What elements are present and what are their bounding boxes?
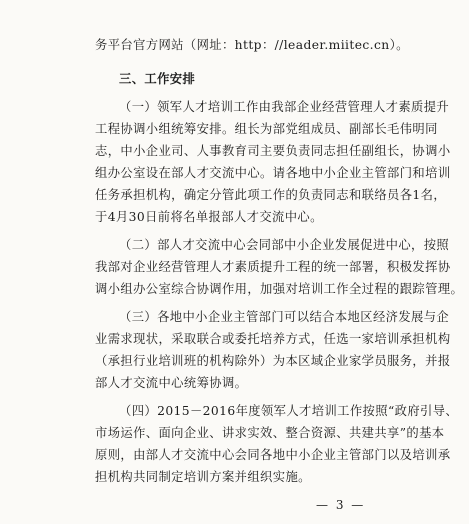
paragraph-1: [95, 96, 451, 228]
paragraph-line: 于4月30日前将名单报部人才交流中心。: [95, 210, 323, 224]
paragraph-2: [95, 234, 464, 300]
paragraph-line: 志，中小企业司、人事教育司主要负责同志担任副组长，协调小: [95, 144, 451, 158]
continuation-line: 务平台官方网站（网址：http：//leader.miitec.cn）。: [95, 38, 409, 52]
paragraph-line: （承担行业培训班的机构除外）为本区域企业家学员服务，并报: [95, 354, 451, 368]
paragraph-line: 业需求现状，采取联合或委托培养方式，任选一家培训承担机构: [95, 332, 451, 346]
paragraph-line: 组办公室设在部人才交流中心。请各地中小企业主管部门和培训: [95, 166, 451, 180]
paragraph-line: 担机构共同制定培训方案并组织实施。: [95, 470, 311, 484]
paragraph-line: 工程协调小组统筹安排。组长为部党组成员、副部长毛伟明同: [95, 122, 438, 136]
paragraph-line: （四）2015－2016年度领军人才培训工作按照“政府引导、: [119, 404, 459, 418]
paragraph-4: [95, 400, 459, 488]
paragraph-3: [95, 306, 451, 394]
page-number: — 3 —: [316, 498, 366, 512]
paragraph-line: 任务承担机构，确定分管此项工作的负责同志和联络员各1名，: [95, 188, 447, 202]
paragraph-line: 市场运作、面向企业、讲求实效、整合资源、共建共享”的基本: [95, 426, 445, 440]
paragraph-line: 我部对企业经营管理人才素质提升工程的统一部署，积极发挥协: [95, 260, 451, 274]
section-heading: 三、工作安排: [119, 71, 196, 86]
paragraph-line: （二）部人才交流中心会同部中小企业发展促进中心，按照: [119, 238, 450, 252]
paragraph-line: （三）各地中小企业主管部门可以结合本地区经济发展与企: [119, 310, 450, 324]
document-body: [95, 34, 464, 488]
paragraph-line: 调小组办公室综合协调作用，加强对培训工作全过程的跟踪管理。: [95, 282, 464, 296]
paragraph-line: （一）领军人才培训工作由我部企业经营管理人才素质提升: [119, 100, 450, 114]
paragraph-line: 原则，由部人才交流中心会同各地中小企业主管部门以及培训承: [95, 448, 451, 462]
paragraph-line: 部人才交流中心统筹协调。: [95, 376, 248, 390]
